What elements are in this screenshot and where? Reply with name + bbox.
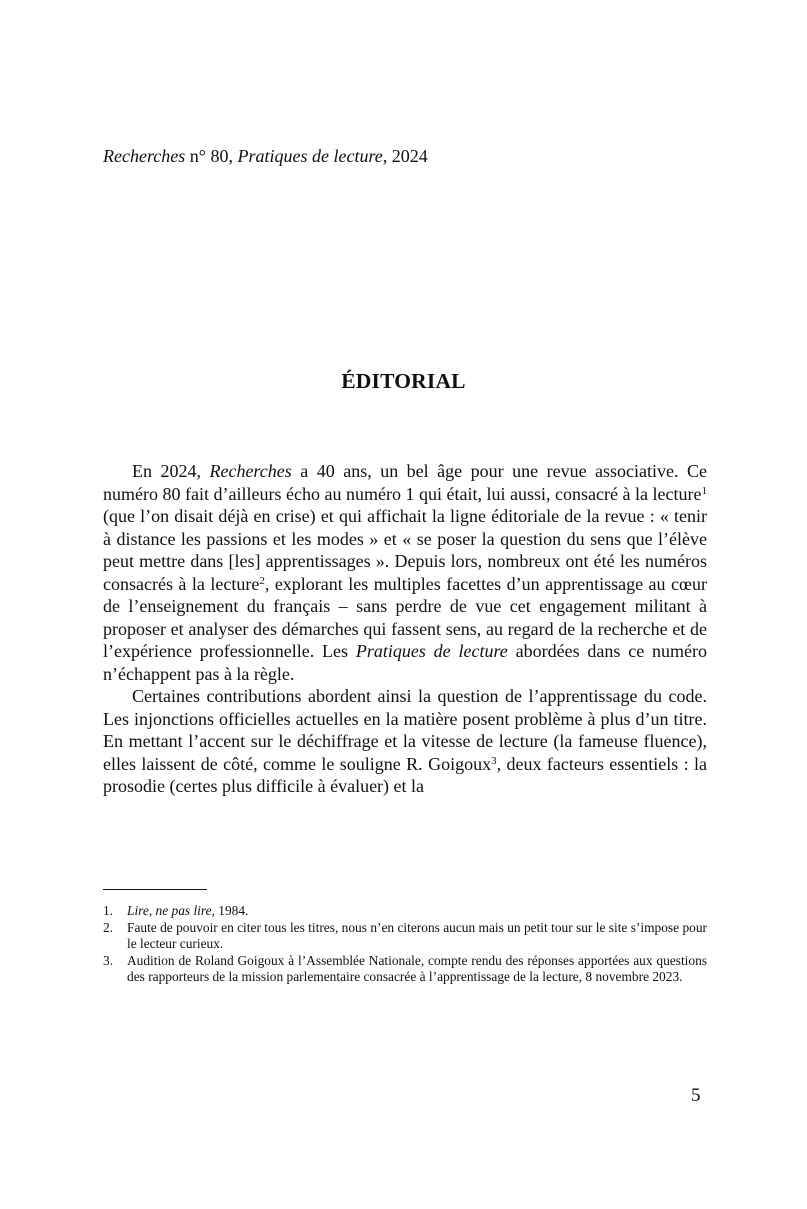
footnote-text: Faute de pouvoir en citer tous les titres, nous n’en citerons aucun mais un petit tour sur le site s’impose pour le lecteur curieux. bbox=[127, 919, 707, 952]
footnote-text: Audition de Roland Goigoux à l’Assemblée Nationale, compte rendu des réponses apportées aux questions des rapporteurs de la mission parlementaire consacrée à l’apprentissage de la lecture, 8 novembre 2023. bbox=[127, 952, 707, 985]
running-header bbox=[103, 144, 428, 168]
footnote-number: 2. bbox=[103, 919, 114, 935]
paragraph-text: abordées dans ce numéro n’échappent pas à la règle. bbox=[103, 641, 707, 684]
issue-theme: Pratiques de lecture bbox=[237, 146, 383, 166]
paragraph-1 bbox=[103, 460, 707, 685]
paragraph-text: a 40 ans, un bel âge pour une revue associative. Ce numéro 80 fait d’ailleurs écho au numéro 1 qui était, lui aussi, consacré à la lecture bbox=[103, 461, 707, 504]
footnote-ref-2[interactable]: 2 bbox=[259, 574, 265, 587]
footnote-book-title: Lire, ne pas lire bbox=[127, 903, 212, 918]
footnote-ref-1[interactable]: 1 bbox=[701, 484, 707, 497]
footnote-number: 1. bbox=[103, 903, 114, 918]
footnote-divider bbox=[103, 889, 207, 890]
footnote-1 bbox=[103, 903, 707, 920]
journal-name: Recherches bbox=[103, 146, 186, 166]
footnote-2 bbox=[103, 920, 707, 953]
footnote-ref-3[interactable]: 3 bbox=[491, 754, 497, 767]
issue-theme-inline: Pratiques de lecture bbox=[355, 641, 508, 661]
paragraph-text: , explorant les multiples facettes d’un apprentissage au cœur de l’enseignement du français – sans perdre de vue cet engagement militant à proposer et analyser des démarches qui fassent sens, au regard de la recherche et de l’expérience professionnelle. Les bbox=[103, 573, 708, 661]
paragraph-text: Certaines contributions abordent ainsi la question de l’apprentissage du code. Les injonctions officielles actuelles en la matière posent problème à plus d’un titre. En mettant l’accent sur le déchiffrage et la vitesse de lecture (la fameuse fluence), elles laissent de côté, comme le souligne R. Goigoux bbox=[103, 686, 707, 774]
footnote-number: 3. bbox=[103, 952, 114, 968]
issue-year: , 2024 bbox=[382, 146, 428, 166]
page-number: 5 bbox=[691, 1085, 701, 1106]
body-text bbox=[103, 460, 707, 798]
paragraph-2 bbox=[103, 685, 707, 798]
paragraph-text: , deux facteurs essentiels : la prosodie (certes plus difficile à évaluer) et la bbox=[103, 753, 707, 796]
footnote-text-rest: , 1984. bbox=[211, 903, 249, 918]
footnote-3 bbox=[103, 953, 707, 986]
page-title: ÉDITORIAL bbox=[341, 369, 466, 393]
paragraph-text: En 2024, bbox=[132, 461, 210, 481]
journal-name-inline: Recherches bbox=[209, 461, 292, 481]
footnotes bbox=[103, 903, 707, 986]
footnote-text bbox=[127, 903, 707, 920]
issue-number: n° 80, bbox=[185, 146, 238, 166]
paragraph-text: (que l’on disait déjà en crise) et qui affichait la ligne éditoriale de la revue : « tenir à distance les passions et les modes » et « se poser la question du sens que l’élève peut mettre dans [les] apprentissages ». Depuis lors, nombreux ont été les numéros consacrés à la lecture bbox=[103, 506, 707, 594]
